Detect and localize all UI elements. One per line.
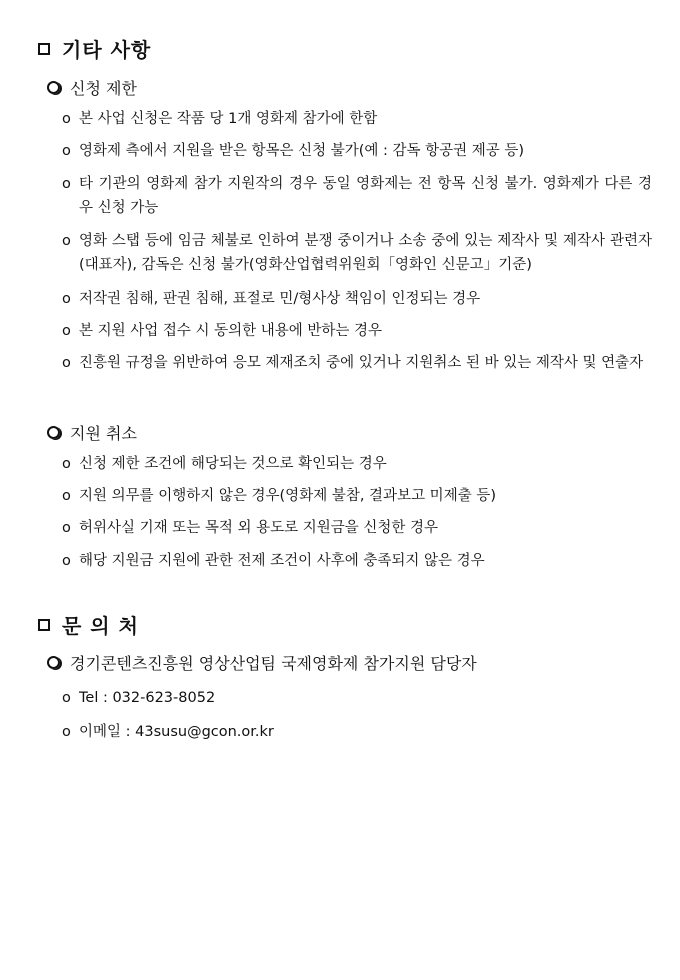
subheading-support-cancellation: 지원 취소 [47, 421, 137, 444]
list-item: o 해당 지원금 지원에 관한 전제 조건이 사후에 충족되지 않은 경우 [62, 553, 485, 569]
list-item: o 저작권 침해, 판권 침해, 표절로 민/형사상 책임이 인정되는 경우 [62, 291, 481, 307]
list-item: o 영화제 측에서 지원을 받은 항목은 신청 불가(예 : 감독 항공권 제공 등) [62, 143, 525, 159]
circle-bullet-icon [47, 81, 60, 94]
list-item: o 본 사업 신청은 작품 당 1개 영화제 참가에 한함 [62, 111, 378, 127]
section-title-misc: 기타 사항 [38, 34, 151, 63]
list-item: o 영화 스탭 등에 임금 체불로 인하여 분쟁 중이거나 소송 중에 있는 제작사 및 제작사 관련자(대표자), 감독은 신청 불가(영화산업협력위원회「영화인 신문고」기준) [62, 233, 652, 273]
circle-bullet-icon [47, 426, 60, 439]
square-bullet-icon [38, 43, 50, 55]
contact-email: o 이메일 : 43susu@gcon.or.kr [62, 724, 274, 740]
section-title-contact: 문 의 처 [38, 610, 139, 639]
contact-phone: o Tel : 032-623-8052 [62, 690, 216, 706]
list-item: o 타 기관의 영화제 참가 지원작의 경우 동일 영화제는 전 항목 신청 불가. 영화제가 다른 경우 신청 가능 [62, 176, 652, 216]
subheading-application-limits: 신청 제한 [47, 76, 137, 99]
square-bullet-icon [38, 619, 50, 631]
list-item: o 진흥원 규정을 위반하여 응모 제재조치 중에 있거나 지원취소 된 바 있는 제작사 및 연출자 [62, 355, 644, 371]
circle-bullet-icon [47, 656, 60, 669]
list-item: o 신청 제한 조건에 해당되는 것으로 확인되는 경우 [62, 456, 387, 472]
list-item: o 지원 의무를 이행하지 않은 경우(영화제 불참, 결과보고 미제출 등) [62, 488, 496, 504]
list-item: o 허위사실 기재 또는 목적 외 용도로 지원금을 신청한 경우 [62, 520, 439, 536]
subheading-contact-person: 경기콘텐츠진흥원 영상산업팀 국제영화제 참가지원 담당자 [47, 651, 477, 674]
list-item: o 본 지원 사업 접수 시 동의한 내용에 반하는 경우 [62, 323, 383, 339]
